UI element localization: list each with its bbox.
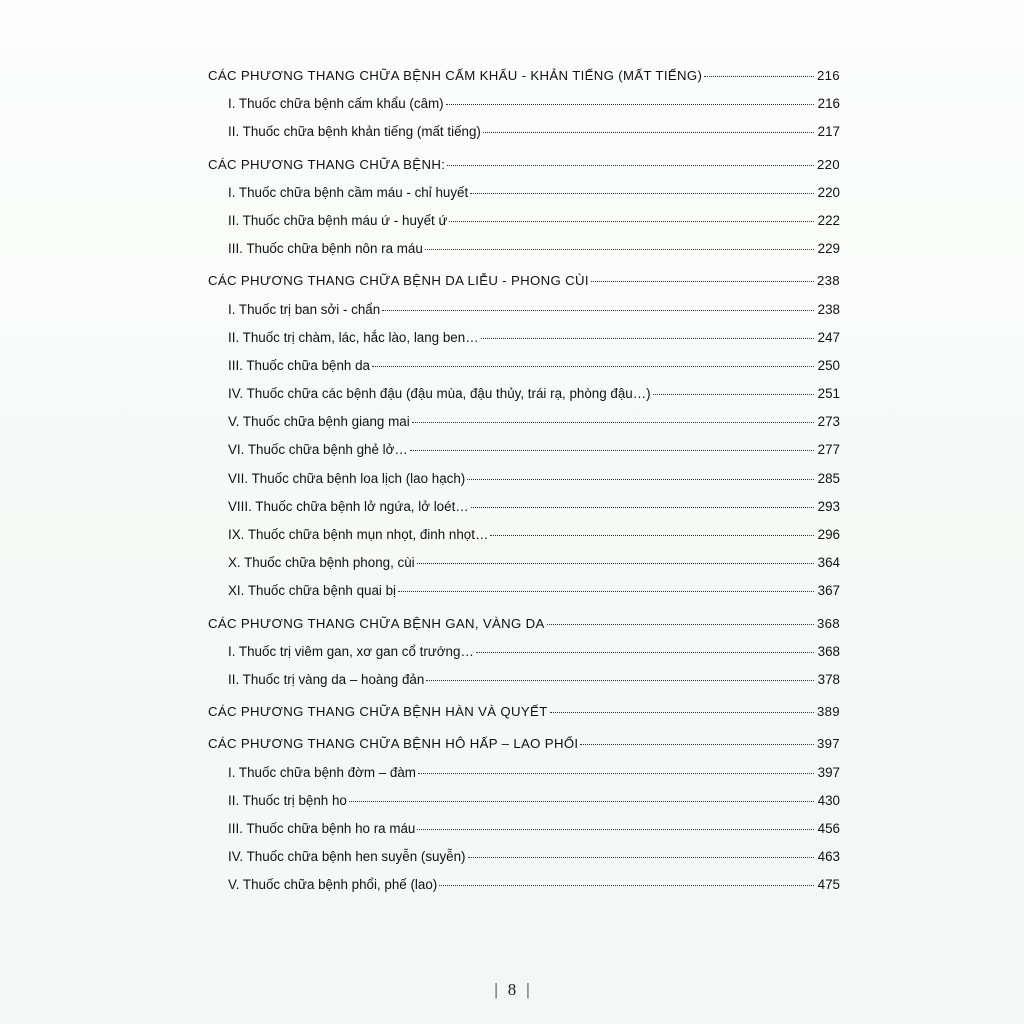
- toc-entry-page-number: 216: [816, 68, 840, 83]
- toc-entry-page-number: 247: [817, 329, 840, 345]
- toc-dot-leader: [653, 394, 814, 395]
- toc-chapter-entry: [208, 698, 840, 726]
- toc-entry-page-number: 216: [817, 96, 840, 112]
- toc-dot-leader: [467, 479, 814, 480]
- toc-dot-leader: [591, 281, 814, 282]
- table-of-contents: [208, 62, 840, 899]
- toc-section-entry: [208, 759, 840, 787]
- toc-entry-label: II. Thuốc trị chàm, lác, hắc lào, lang ben…: [228, 329, 479, 345]
- footer-bar-left: |: [494, 980, 498, 999]
- toc-entry-page-number: 378: [817, 671, 840, 687]
- toc-dot-leader: [704, 76, 814, 77]
- toc-section-entry: [208, 207, 840, 235]
- toc-section-entry: [208, 118, 840, 146]
- toc-entry-page-number: 238: [816, 273, 840, 289]
- toc-section-entry: [208, 638, 840, 666]
- toc-entry-label: CÁC PHƯƠNG THANG CHỮA BỆNH HÀN VÀ QUYẾT: [208, 704, 548, 720]
- toc-dot-leader: [481, 338, 814, 339]
- toc-entry-label: CÁC PHƯƠNG THANG CHỮA BỆNH:: [208, 156, 446, 172]
- toc-entry-label: CÁC PHƯƠNG THANG CHỮA BỆNH GAN, VÀNG DA: [208, 615, 545, 631]
- toc-section-entry: [208, 577, 840, 605]
- toc-dot-leader: [447, 165, 814, 166]
- toc-entry-label: CÁC PHƯƠNG THANG CHỮA BỆNH CẤM KHẨU - KHẢN TIẾNG (MẤT TIẾNG): [208, 68, 703, 83]
- toc-section-entry: [208, 843, 840, 871]
- toc-entry-label: I. Thuốc chữa bệnh cầm máu - chỉ huyết: [228, 184, 469, 200]
- toc-entry-page-number: 475: [817, 877, 840, 893]
- toc-dot-leader: [449, 221, 814, 222]
- toc-dot-leader: [446, 104, 814, 105]
- toc-entry-page-number: 397: [816, 736, 840, 752]
- toc-entry-label: I. Thuốc trị ban sởi - chẩn: [228, 301, 381, 317]
- toc-section-entry: [208, 465, 840, 493]
- toc-entry-page-number: 220: [816, 156, 840, 172]
- toc-entry-label: V. Thuốc chữa bệnh phổi, phế (lao): [228, 877, 438, 893]
- toc-section-entry: [208, 324, 840, 352]
- toc-entry-page-number: 463: [817, 849, 840, 865]
- toc-section-entry: [208, 521, 840, 549]
- toc-entry-label: III. Thuốc chữa bệnh nôn ra máu: [228, 241, 423, 257]
- toc-dot-leader: [470, 193, 814, 194]
- toc-dot-leader: [476, 652, 814, 653]
- toc-dot-leader: [547, 624, 814, 625]
- toc-entry-page-number: 367: [817, 583, 840, 599]
- toc-entry-page-number: 368: [816, 615, 840, 631]
- toc-section-entry: [208, 493, 840, 521]
- toc-section-entry: [208, 352, 840, 380]
- toc-entry-page-number: 364: [817, 555, 840, 571]
- toc-entry-page-number: 285: [817, 470, 840, 486]
- toc-entry-label: II. Thuốc trị bệnh ho: [228, 792, 347, 808]
- toc-section-entry: [208, 235, 840, 263]
- toc-dot-leader: [439, 885, 814, 886]
- toc-section-entry: [208, 296, 840, 324]
- toc-section-entry: [208, 815, 840, 843]
- toc-dot-leader: [418, 773, 814, 774]
- toc-entry-label: III. Thuốc chữa bệnh ho ra máu: [228, 820, 416, 836]
- toc-entry-page-number: 397: [817, 764, 840, 780]
- toc-section-entry: [208, 787, 840, 815]
- toc-dot-leader: [372, 366, 814, 367]
- toc-section-entry: [208, 871, 840, 899]
- toc-entry-page-number: 296: [817, 527, 840, 542]
- toc-entry-page-number: 456: [817, 820, 840, 836]
- toc-dot-leader: [417, 829, 814, 830]
- toc-entry-label: CÁC PHƯƠNG THANG CHỮA BỆNH HÔ HẤP – LAO PHỔI: [208, 736, 579, 752]
- toc-dot-leader: [426, 680, 814, 681]
- toc-entry-label: I. Thuốc chữa bệnh đờm – đàm: [228, 764, 416, 780]
- toc-dot-leader: [417, 563, 814, 564]
- toc-entry-label: I. Thuốc chữa bệnh cấm khẩu (câm): [228, 96, 444, 112]
- toc-entry-label: VI. Thuốc chữa bệnh ghẻ lở…: [228, 442, 408, 458]
- toc-chapter-entry: [208, 267, 840, 295]
- toc-dot-leader: [382, 310, 814, 311]
- toc-entry-page-number: 238: [817, 301, 840, 317]
- toc-section-entry: [208, 380, 840, 408]
- toc-dot-leader: [398, 591, 814, 592]
- toc-entry-label: II. Thuốc chữa bệnh máu ứ - huyết ứ: [228, 212, 448, 228]
- toc-entry-label: V. Thuốc chữa bệnh giang mai: [228, 414, 410, 430]
- toc-entry-page-number: 217: [817, 124, 840, 140]
- toc-entry-page-number: 220: [817, 184, 840, 200]
- toc-entry-label: IX. Thuốc chữa bệnh mụn nhọt, đinh nhọt…: [228, 527, 489, 542]
- toc-entry-label: IV. Thuốc chữa các bệnh đậu (đậu mùa, đậu thủy, trái rạ, phòng đậu…): [228, 386, 651, 402]
- toc-dot-leader: [550, 712, 814, 713]
- toc-section-entry: [208, 408, 840, 436]
- toc-chapter-entry: [208, 610, 840, 638]
- toc-entry-page-number: 368: [817, 643, 840, 659]
- toc-dot-leader: [410, 450, 814, 451]
- toc-entry-label: VII. Thuốc chữa bệnh loa lịch (lao hạch): [228, 470, 466, 486]
- toc-entry-label: II. Thuốc chữa bệnh khản tiếng (mất tiếng): [228, 124, 481, 140]
- toc-entry-label: VIII. Thuốc chữa bệnh lở ngứa, lở loét…: [228, 498, 469, 514]
- toc-chapter-entry: [208, 62, 840, 90]
- toc-entry-label: IV. Thuốc chữa bệnh hen suyễn (suyễn): [228, 849, 466, 865]
- toc-entry-page-number: 250: [817, 357, 840, 373]
- toc-entry-label: I. Thuốc trị viêm gan, xơ gan cổ trướng…: [228, 643, 474, 659]
- toc-dot-leader: [471, 507, 814, 508]
- toc-chapter-entry: [208, 730, 840, 758]
- toc-entry-label: X. Thuốc chữa bệnh phong, cùi: [228, 555, 415, 571]
- toc-chapter-entry: [208, 151, 840, 179]
- toc-section-entry: [208, 179, 840, 207]
- toc-section-entry: [208, 436, 840, 464]
- footer-bar-right: |: [526, 980, 530, 999]
- toc-dot-leader: [349, 801, 814, 802]
- toc-dot-leader: [580, 744, 814, 745]
- toc-entry-page-number: 273: [817, 414, 840, 430]
- toc-entry-page-number: 430: [817, 792, 840, 808]
- toc-entry-label: III. Thuốc chữa bệnh da: [228, 357, 370, 373]
- toc-entry-page-number: 229: [817, 241, 840, 257]
- toc-entry-page-number: 222: [817, 212, 840, 228]
- toc-dot-leader: [468, 857, 814, 858]
- toc-entry-page-number: 277: [817, 442, 840, 458]
- toc-section-entry: [208, 666, 840, 694]
- toc-dot-leader: [490, 535, 814, 536]
- toc-entry-page-number: 389: [816, 704, 840, 720]
- toc-entry-label: II. Thuốc trị vàng da – hoàng đản: [228, 671, 425, 687]
- toc-section-entry: [208, 549, 840, 577]
- toc-section-entry: [208, 90, 840, 118]
- toc-entry-page-number: 293: [817, 498, 840, 514]
- toc-entry-label: XI. Thuốc chữa bệnh quai bị: [228, 583, 397, 599]
- toc-dot-leader: [483, 132, 814, 133]
- page-footer: [0, 980, 1024, 1000]
- toc-entry-label: CÁC PHƯƠNG THANG CHỮA BỆNH DA LIỄU - PHONG CÙI: [208, 273, 589, 289]
- toc-dot-leader: [412, 422, 814, 423]
- toc-entry-page-number: 251: [817, 386, 840, 402]
- toc-dot-leader: [425, 249, 814, 250]
- page-number: 8: [507, 980, 517, 999]
